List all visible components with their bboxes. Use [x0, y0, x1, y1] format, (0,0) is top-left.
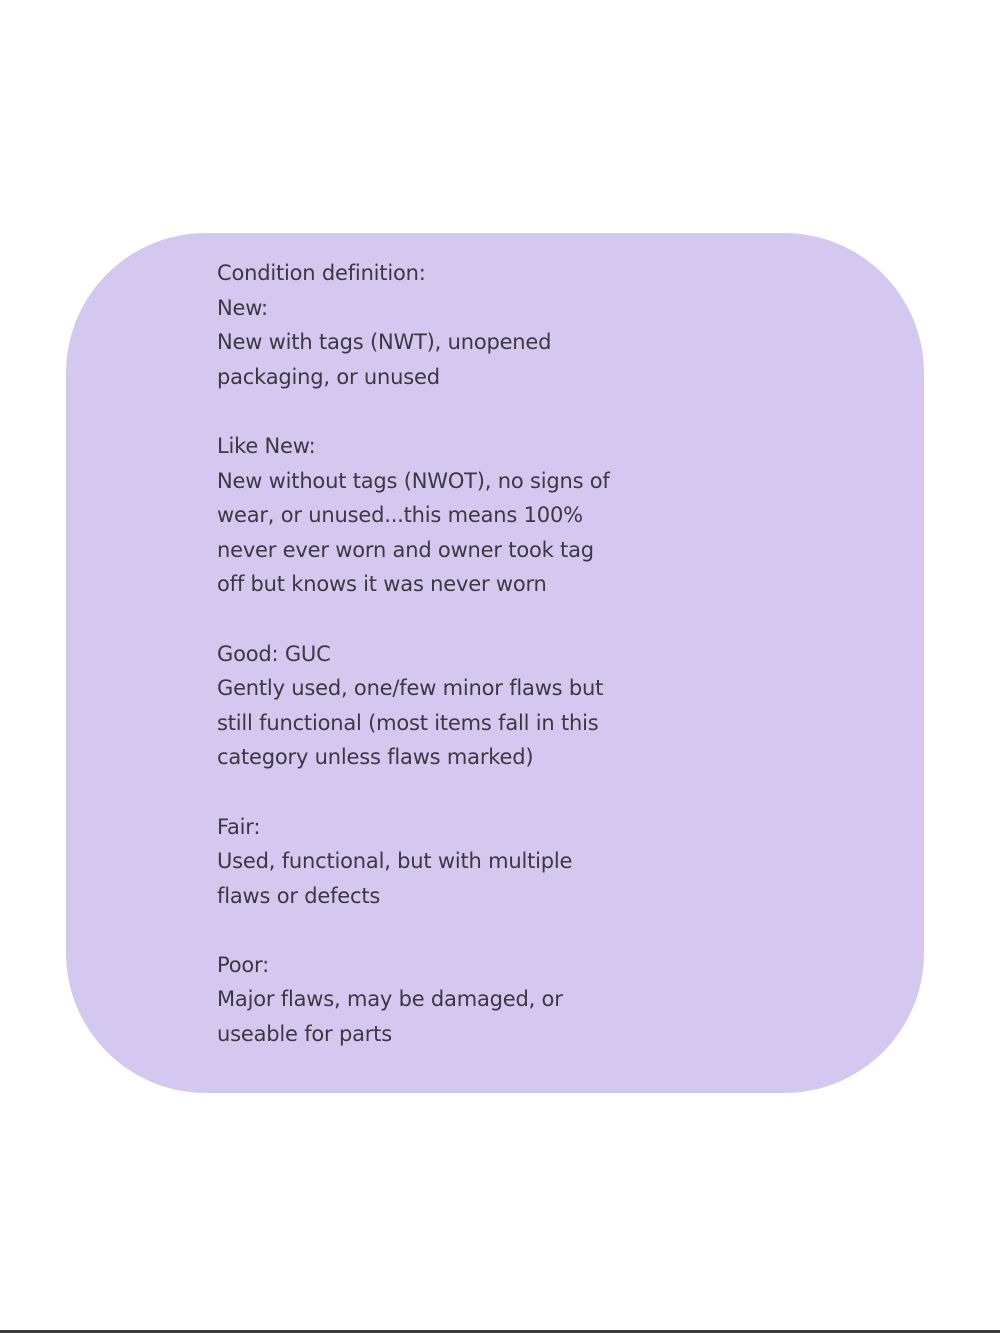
section-line: wear, or unused...this means 100%: [217, 503, 583, 528]
section-heading: Fair:: [217, 814, 261, 839]
section-fair: [217, 810, 777, 914]
section-line: off but knows it was never worn: [217, 572, 547, 597]
section-heading: Like New:: [217, 433, 316, 458]
section-line: Gently used, one/few minor flaws but: [217, 676, 604, 701]
section-line: category unless flaws marked): [217, 745, 534, 770]
section-new: [217, 291, 777, 395]
section-line: Used, functional, but with multiple: [217, 849, 573, 874]
section-line: packaging, or unused: [217, 364, 440, 389]
card-title: Condition definition:: [217, 261, 426, 285]
section-poor: [217, 948, 777, 1052]
condition-definitions: [217, 256, 777, 1052]
section-line: never ever worn and owner took tag: [217, 537, 594, 562]
section-line: New with tags (NWT), unopened: [217, 330, 552, 355]
section-line: flaws or defects: [217, 883, 381, 908]
section-line: still functional (most items fall in this: [217, 710, 599, 735]
section-heading: Poor:: [217, 952, 269, 977]
section-like-new: [217, 429, 777, 602]
section-good: [217, 637, 777, 775]
section-line: useable for parts: [217, 1022, 392, 1047]
section-heading: Good: GUC: [217, 641, 331, 666]
section-line: Major flaws, may be damaged, or: [217, 987, 563, 1012]
section-line: New without tags (NWOT), no signs of: [217, 468, 610, 493]
section-heading: New:: [217, 295, 268, 320]
